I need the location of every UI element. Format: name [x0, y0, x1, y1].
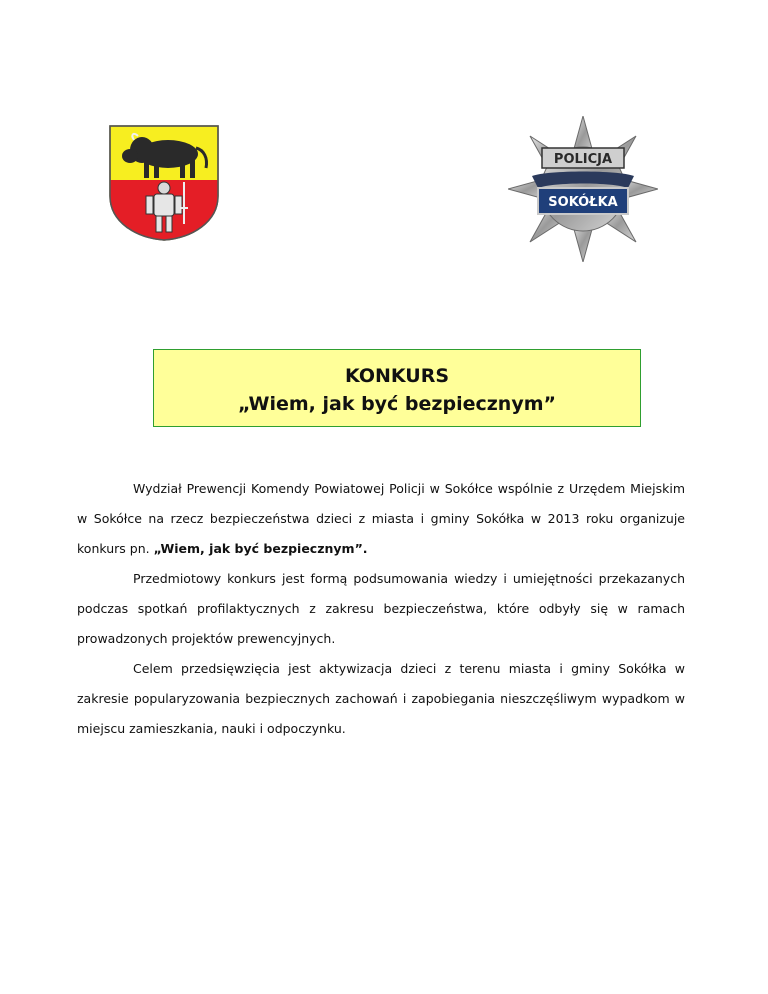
- paragraph-3: Celem przedsięwzięcia jest aktywizacja dzieci z terenu miasta i gminy Sokółka w zakresie popularyzowania bezpiecznych zachowań i zapobiegania nieszczęśliwym wypadkom w miejscu zamieszkania, nauki i odpoczynku.: [77, 661, 685, 736]
- paragraph-1: [77, 474, 685, 564]
- contest-title-box: [153, 349, 641, 427]
- title-contest-name: „Wiem, jak być bezpiecznym”: [238, 393, 556, 415]
- police-star-badge-icon: [508, 116, 658, 262]
- paragraph-1-contest-name: „Wiem, jak być bezpiecznym”.: [153, 541, 368, 556]
- badge-bottom-text: SOKÓŁKA: [548, 195, 618, 210]
- paragraph-2: Przedmiotowy konkurs jest formą podsumowania wiedzy i umiejętności przekazanych podczas spotkań profilaktycznych z zakresu bezpieczeństwa, które odbyły się w ramach prowadzonych projektów prewencyjnych.: [77, 571, 685, 646]
- paragraph-1-text: Wydział Prewencji Komendy Powiatowej Policji w Sokółce wspólnie z Urzędem Miejskim w Sokółce na rzecz bezpieczeństwa dzieci z miasta i gminy Sokółka w 2013 roku organizuje konkurs pn.: [77, 481, 685, 556]
- coat-of-arms-icon: [108, 124, 220, 242]
- document-body: [77, 474, 685, 744]
- badge-top-text: POLICJA: [553, 152, 613, 167]
- title-konkurs: KONKURS: [344, 365, 450, 387]
